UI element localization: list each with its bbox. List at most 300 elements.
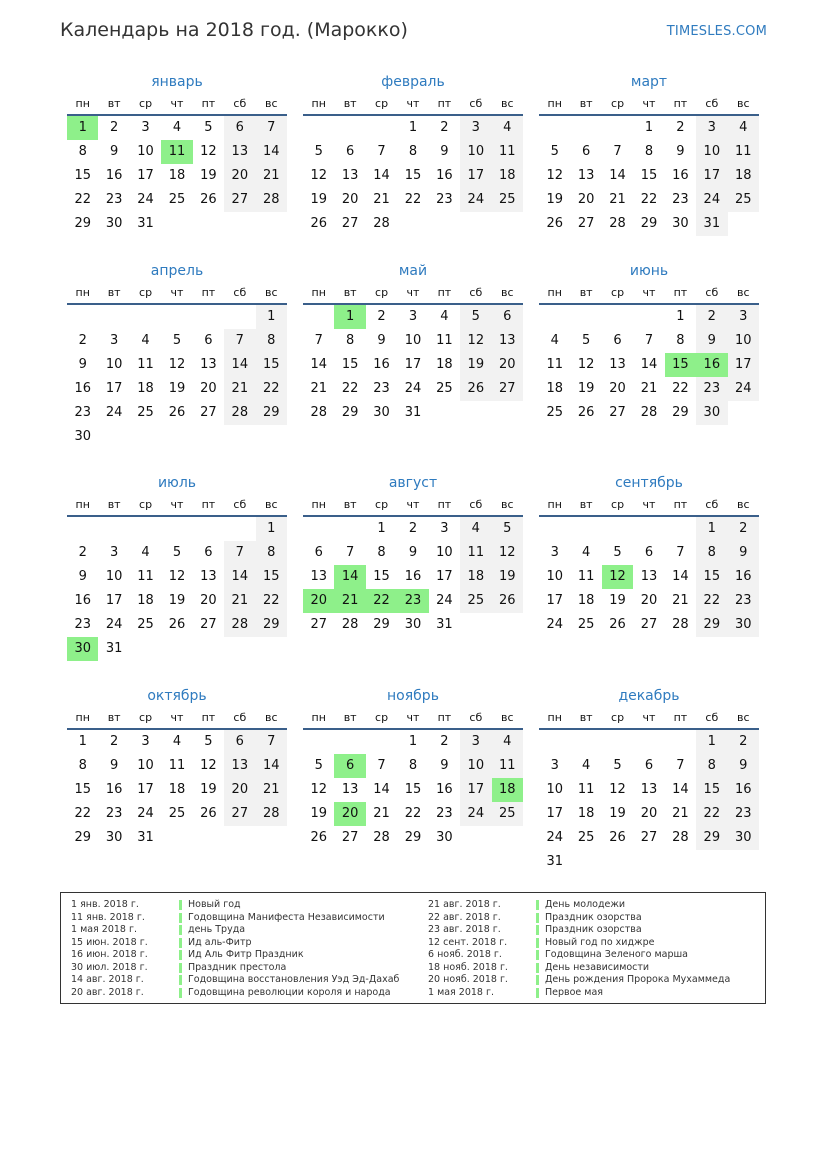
day-cell: 27 [224, 802, 255, 826]
day-cell: 9 [440, 758, 449, 773]
weekday-label: сб [233, 97, 247, 110]
day-cell: 22 [672, 381, 689, 396]
day-cell: 27 [640, 830, 658, 845]
empty-cell [570, 517, 601, 541]
weekday-label: вт [343, 97, 357, 110]
day-cell: 23 [728, 589, 759, 613]
day-cell: 1 [644, 120, 654, 135]
day-cell: 22 [640, 192, 658, 207]
weekday-label: ср [611, 498, 625, 511]
weekday-label: вс [264, 286, 278, 299]
weekday-label: ср [139, 286, 153, 299]
weekday-label: сб [705, 498, 719, 511]
holiday-day: 12 [602, 565, 633, 589]
day-cell: 21 [672, 593, 689, 608]
day-cell: 15 [404, 782, 422, 797]
day-cell: 18 [137, 593, 154, 608]
holiday-day: 30 [67, 637, 98, 661]
legend-row [428, 899, 730, 912]
weekday-label: чт [170, 498, 184, 511]
day-cell: 26 [609, 617, 626, 632]
month-name: август [388, 475, 438, 491]
day-cell: 8 [78, 144, 87, 159]
day-cell: 26 [200, 192, 217, 207]
day-cell: 26 [609, 830, 626, 845]
day-cell: 29 [696, 826, 727, 850]
weekday-label: пн [547, 286, 562, 299]
weekday-label: пн [75, 97, 90, 110]
day-cell: 8 [696, 541, 727, 565]
day-cell: 25 [577, 830, 595, 845]
weekday-header [539, 706, 759, 730]
holiday-date: 11 янв. 2018 г. [71, 911, 145, 923]
weekday-label: сб [469, 711, 483, 724]
weekday-label: вс [264, 498, 278, 511]
weekday-header [67, 92, 287, 116]
empty-cell [303, 116, 334, 140]
day-cell: 4 [581, 758, 591, 773]
day-cell: 11 [168, 758, 186, 773]
weekday-label: пн [547, 97, 562, 110]
holiday-marker [179, 925, 182, 935]
day-cell: 13 [341, 782, 359, 797]
weekday-label: чт [642, 97, 656, 110]
weekday-label: пт [673, 711, 688, 724]
weekday-header [303, 706, 523, 730]
holiday-date: 1 янв. 2018 г. [71, 899, 139, 910]
day-cell: 12 [200, 144, 217, 159]
weekday-header [67, 493, 287, 517]
weekday-label: сб [705, 286, 719, 299]
day-cell: 13 [492, 329, 523, 353]
month-февраль [303, 72, 523, 236]
empty-cell [303, 517, 334, 541]
day-cell: 2 [676, 120, 685, 135]
legend-column-right [428, 899, 730, 999]
day-cell: 10 [105, 357, 123, 372]
weekday-label: чт [406, 711, 420, 724]
day-cell: 8 [408, 144, 418, 159]
weekday-label: пн [75, 498, 90, 511]
weekday-label: вс [264, 711, 278, 724]
day-cell: 5 [581, 333, 591, 348]
day-cell: 30 [436, 830, 453, 845]
day-cell: 11 [577, 569, 595, 584]
day-cell: 12 [577, 357, 595, 372]
day-cell: 19 [492, 565, 523, 589]
day-cell: 16 [105, 168, 123, 183]
day-cell: 25 [492, 188, 523, 212]
weekday-label: сб [233, 286, 247, 299]
day-cell: 3 [109, 545, 119, 560]
day-cell: 30 [728, 613, 759, 637]
legend-row [428, 987, 730, 1000]
day-cell: 18 [577, 593, 595, 608]
day-cell: 23 [105, 192, 123, 207]
day-cell: 8 [377, 545, 386, 560]
day-cell: 24 [728, 377, 759, 401]
day-cell: 19 [577, 381, 595, 396]
weekday-label: вс [500, 711, 514, 724]
weekday-label: ср [611, 97, 625, 110]
day-cell: 12 [310, 168, 327, 183]
day-cell: 17 [137, 782, 154, 797]
day-cell: 25 [492, 802, 523, 826]
day-cell: 7 [676, 758, 685, 773]
day-cell: 28 [310, 405, 327, 420]
day-cell: 2 [78, 333, 87, 348]
holiday-name: Годовщина Зеленого марша [545, 949, 688, 960]
day-cell: 12 [168, 357, 186, 372]
day-cell: 6 [581, 144, 591, 159]
month-август [303, 473, 523, 637]
day-cell: 18 [168, 782, 186, 797]
day-cell: 31 [137, 830, 154, 845]
holiday-marker [179, 988, 182, 998]
holiday-marker [536, 925, 539, 935]
holiday-day: 20 [303, 589, 334, 613]
day-cell: 3 [408, 309, 418, 324]
holiday-date: 23 авг. 2018 г. [428, 924, 501, 935]
day-cell: 1 [408, 734, 418, 749]
weekday-label: вт [579, 498, 593, 511]
weekday-label: пт [201, 286, 216, 299]
day-cell: 3 [460, 116, 491, 140]
day-cell: 3 [728, 305, 759, 329]
day-cell: 8 [78, 758, 87, 773]
day-cell: 14 [256, 140, 287, 164]
day-cell: 15 [341, 357, 359, 372]
holiday-day: 1 [334, 305, 365, 329]
day-cell: 12 [168, 569, 186, 584]
day-cell: 10 [404, 333, 422, 348]
day-cell: 31 [137, 216, 154, 231]
day-cell: 24 [137, 806, 154, 821]
empty-cell [602, 517, 633, 541]
day-cell: 20 [224, 778, 255, 802]
holiday-name: Новый год [188, 899, 241, 910]
holiday-date: 22 авг. 2018 г. [428, 911, 501, 923]
day-cell: 22 [696, 802, 727, 826]
day-cell: 24 [436, 593, 453, 608]
day-cell: 10 [460, 140, 491, 164]
day-cell: 2 [408, 521, 418, 536]
day-cell: 5 [314, 144, 323, 159]
day-cell: 28 [373, 216, 390, 231]
day-cell: 23 [728, 802, 759, 826]
holiday-date: 30 июл. 2018 г. [71, 961, 148, 973]
empty-cell [366, 730, 397, 754]
weekday-label: вс [736, 711, 750, 724]
legend-column-left [71, 899, 399, 999]
legend-row [71, 912, 399, 925]
weekday-label: пн [547, 498, 562, 511]
weekday-label: пт [437, 498, 452, 511]
day-cell: 4 [141, 545, 150, 560]
weekday-label: чт [170, 286, 184, 299]
day-cell: 15 [373, 569, 390, 584]
day-cell: 25 [577, 617, 595, 632]
empty-cell [303, 730, 334, 754]
weekday-label: чт [406, 498, 420, 511]
day-grid [303, 517, 523, 637]
day-cell: 17 [546, 806, 563, 821]
day-cell: 30 [728, 826, 759, 850]
day-cell: 7 [345, 545, 355, 560]
empty-cell [570, 305, 601, 329]
day-cell: 20 [341, 192, 359, 207]
empty-cell [665, 517, 696, 541]
day-cell: 11 [137, 569, 154, 584]
day-cell: 21 [373, 192, 390, 207]
day-cell: 9 [109, 144, 119, 159]
holiday-date: 15 июн. 2018 г. [71, 936, 148, 948]
empty-cell [67, 517, 98, 541]
day-cell: 4 [550, 333, 559, 348]
day-cell: 14 [640, 357, 658, 372]
day-cell: 13 [640, 569, 658, 584]
day-cell: 27 [200, 617, 217, 632]
holiday-date: 16 июн. 2018 г. [71, 949, 148, 960]
day-cell: 23 [672, 192, 689, 207]
month-сентябрь [539, 473, 759, 637]
day-cell: 11 [546, 357, 563, 372]
day-cell: 2 [440, 120, 449, 135]
day-cell: 30 [672, 216, 689, 231]
day-cell: 2 [78, 545, 87, 560]
month-name: сентябрь [615, 475, 683, 491]
day-cell: 22 [256, 589, 287, 613]
weekday-label: ср [139, 498, 153, 511]
empty-cell [570, 730, 601, 754]
weekday-label: ср [611, 286, 625, 299]
day-cell: 5 [172, 545, 182, 560]
day-cell: 19 [546, 192, 563, 207]
weekday-label: пт [673, 97, 688, 110]
month-name: апрель [150, 263, 204, 279]
day-cell: 13 [200, 357, 217, 372]
weekday-label: пн [311, 711, 326, 724]
weekday-label: ср [375, 711, 389, 724]
weekday-label: ср [375, 97, 389, 110]
month-name: май [398, 263, 428, 279]
day-cell: 5 [550, 144, 559, 159]
day-cell: 22 [404, 192, 422, 207]
day-cell: 15 [404, 168, 422, 183]
day-cell: 7 [644, 333, 654, 348]
day-cell: 14 [672, 569, 689, 584]
holiday-day: 18 [492, 778, 523, 802]
day-cell: 29 [74, 216, 91, 231]
weekday-label: чт [170, 97, 184, 110]
day-cell: 8 [345, 333, 355, 348]
day-cell: 7 [224, 329, 255, 353]
day-cell: 2 [109, 120, 119, 135]
day-cell: 22 [404, 806, 422, 821]
holiday-date: 12 сент. 2018 г. [428, 936, 508, 948]
legend-row [428, 924, 730, 937]
day-cell: 29 [672, 405, 689, 420]
day-cell: 10 [728, 329, 759, 353]
day-cell: 16 [728, 778, 759, 802]
weekday-label: чт [642, 711, 656, 724]
day-cell: 23 [105, 806, 123, 821]
day-cell: 28 [373, 830, 390, 845]
day-cell: 13 [609, 357, 626, 372]
day-cell: 16 [373, 357, 390, 372]
day-cell: 30 [373, 405, 390, 420]
day-cell: 28 [609, 216, 626, 231]
day-cell: 26 [492, 589, 523, 613]
site-link[interactable]: TIMESLES.COM [666, 24, 767, 39]
day-cell: 19 [609, 806, 626, 821]
day-grid [539, 730, 759, 874]
day-cell: 27 [577, 216, 595, 231]
holiday-day: 20 [334, 802, 365, 826]
day-cell: 7 [613, 144, 622, 159]
holiday-day: 11 [161, 140, 192, 164]
weekday-label: вт [579, 286, 593, 299]
day-cell: 12 [200, 758, 217, 773]
day-cell: 27 [492, 377, 523, 401]
day-cell: 29 [341, 405, 359, 420]
weekday-label: пн [75, 286, 90, 299]
holiday-name: Новый год по хиджре [545, 936, 655, 948]
month-апрель [67, 261, 287, 449]
day-cell: 6 [644, 758, 654, 773]
day-cell: 1 [696, 730, 727, 754]
holiday-date: 6 нояб. 2018 г. [428, 949, 502, 960]
legend-row [71, 974, 399, 987]
day-cell: 17 [460, 164, 491, 188]
day-cell: 23 [373, 381, 390, 396]
day-cell: 23 [436, 192, 453, 207]
empty-cell [193, 517, 224, 541]
holiday-date: 20 нояб. 2018 г. [428, 974, 508, 985]
day-cell: 25 [137, 617, 154, 632]
day-cell: 5 [613, 545, 622, 560]
weekday-label: ср [139, 711, 153, 724]
day-cell: 18 [168, 168, 186, 183]
weekday-label: ср [139, 97, 153, 110]
day-cell: 13 [224, 140, 255, 164]
day-cell: 29 [404, 830, 422, 845]
day-cell: 24 [546, 617, 563, 632]
day-cell: 17 [436, 569, 453, 584]
day-cell: 28 [256, 802, 287, 826]
day-cell: 6 [204, 333, 213, 348]
weekday-label: вс [736, 498, 750, 511]
weekday-label: вт [343, 498, 357, 511]
day-cell: 28 [672, 617, 689, 632]
day-cell: 16 [404, 569, 422, 584]
day-cell: 17 [696, 164, 727, 188]
month-name: октябрь [147, 688, 207, 704]
weekday-header [67, 706, 287, 730]
month-июнь [539, 261, 759, 425]
day-cell: 9 [676, 144, 685, 159]
holiday-day: 15 [665, 353, 696, 377]
day-cell: 27 [224, 188, 255, 212]
holiday-name: Ид аль-Фитр [188, 936, 252, 948]
day-cell: 21 [256, 778, 287, 802]
day-cell: 19 [460, 353, 491, 377]
day-cell: 13 [577, 168, 595, 183]
day-cell: 10 [696, 140, 727, 164]
day-cell: 27 [341, 216, 359, 231]
weekday-label: ср [611, 711, 625, 724]
day-cell: 8 [644, 144, 654, 159]
day-cell: 1 [78, 734, 87, 749]
day-cell: 8 [256, 541, 287, 565]
holiday-marker [179, 963, 182, 973]
weekday-label: вс [500, 498, 514, 511]
weekday-label: пт [201, 711, 216, 724]
weekday-header [539, 281, 759, 305]
day-cell: 30 [74, 429, 91, 444]
empty-cell [602, 116, 633, 140]
day-cell: 11 [577, 782, 595, 797]
month-name: декабрь [618, 688, 680, 704]
empty-cell [67, 305, 98, 329]
day-grid [67, 517, 287, 661]
empty-cell [130, 517, 161, 541]
weekday-header [539, 92, 759, 116]
empty-cell [602, 730, 633, 754]
weekday-label: вс [736, 286, 750, 299]
holiday-name: Праздник озорства [545, 911, 642, 923]
day-cell: 29 [373, 617, 390, 632]
day-cell: 6 [204, 545, 213, 560]
empty-cell [539, 116, 570, 140]
day-cell: 19 [200, 168, 217, 183]
holiday-marker [179, 938, 182, 948]
empty-cell [303, 305, 334, 329]
day-cell: 3 [550, 758, 559, 773]
day-cell: 3 [141, 734, 150, 749]
day-cell: 30 [696, 401, 727, 425]
day-cell: 4 [492, 116, 523, 140]
day-cell: 29 [256, 401, 287, 425]
weekday-label: сб [233, 498, 247, 511]
day-cell: 10 [546, 569, 563, 584]
day-cell: 7 [224, 541, 255, 565]
day-cell: 28 [256, 188, 287, 212]
day-cell: 8 [408, 758, 418, 773]
day-cell: 22 [74, 806, 91, 821]
weekday-label: чт [406, 97, 420, 110]
day-cell: 20 [200, 381, 217, 396]
empty-cell [130, 305, 161, 329]
day-cell: 24 [105, 617, 123, 632]
day-cell: 10 [137, 758, 154, 773]
holiday-date: 21 авг. 2018 г. [428, 899, 501, 910]
empty-cell [334, 517, 365, 541]
day-cell: 27 [200, 405, 217, 420]
day-cell: 17 [137, 168, 154, 183]
holiday-marker [536, 913, 539, 923]
day-cell: 8 [696, 754, 727, 778]
day-cell: 9 [109, 758, 119, 773]
weekday-label: вс [264, 97, 278, 110]
day-cell: 14 [672, 782, 689, 797]
weekday-label: пт [201, 97, 216, 110]
day-cell: 26 [168, 617, 186, 632]
empty-cell [665, 730, 696, 754]
day-cell: 27 [640, 617, 658, 632]
day-cell: 4 [492, 730, 523, 754]
holiday-marker [536, 950, 539, 960]
